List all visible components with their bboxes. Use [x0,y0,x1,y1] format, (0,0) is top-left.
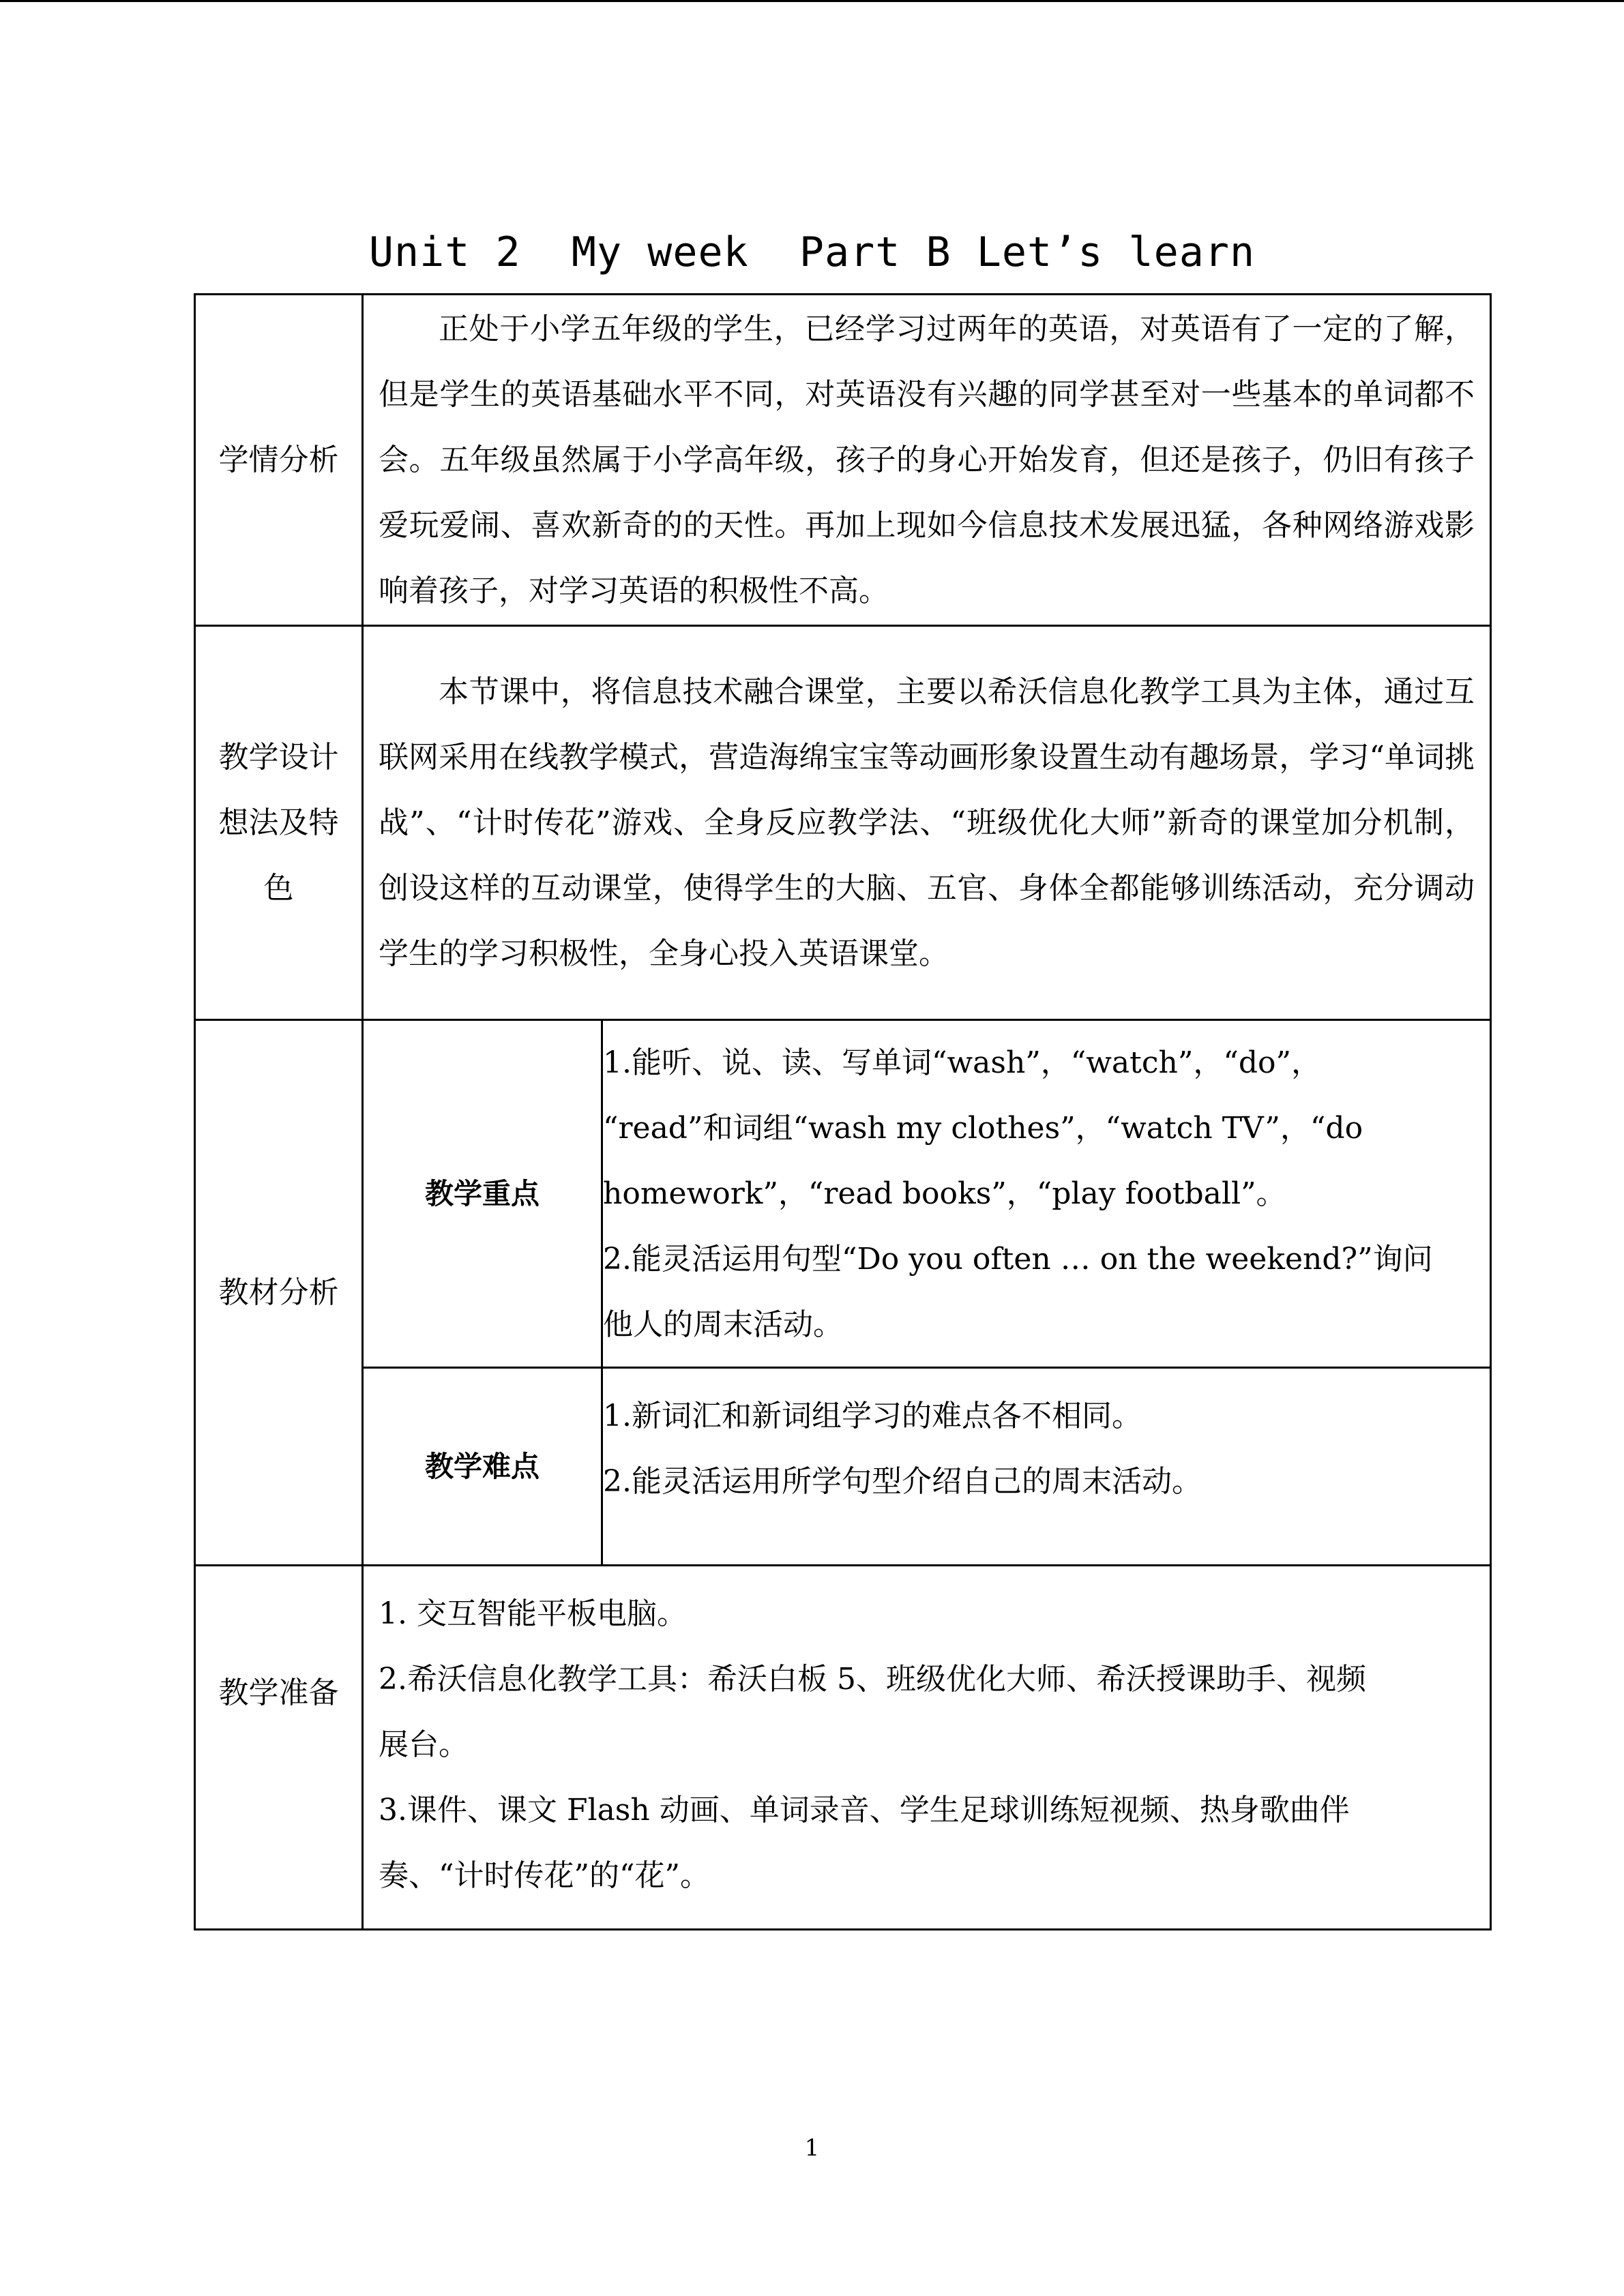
key-points-line-1: 1.能听、说、读、写单词“wash”，“watch”，“do”， [603,1045,1321,1080]
row-learner-analysis [195,295,1491,626]
label-design-idea-line2: 想法及特 [218,805,339,840]
label-material-analysis: 教材分析 [195,1020,363,1566]
label-design-idea-line1: 教学设计 [218,739,339,775]
label-preparation: 教学准备 [195,1566,363,1930]
cell-learner-analysis [363,295,1491,626]
preparation-line-3: 展台。 [379,1727,469,1762]
preparation-line-5: 奏、“计时传花”的“花”。 [379,1858,710,1893]
difficulties-line-1: 1.新词汇和新词组学习的难点各不相同。 [603,1399,1142,1433]
text-learner-analysis: 正处于小学五年级的学生，已经学习过两年的英语，对英语有了一定的了解，但是学生的英语基础水平不同，对英语没有兴趣的同学甚至对一些基本的单词都不会。五年级虽然属于小学高年级，孩子的身心开始发育，但还是孩子，仍旧有孩子爱玩爱闹、喜欢新奇的的天性。再加上现如今信息技术发展迅猛，各种网络游戏影响着孩子，对学习英语的积极性不高。 [379,311,1475,608]
key-points-line-5: 他人的周末活动。 [603,1307,843,1342]
row-design-idea [195,626,1491,1020]
label-design-idea-line3: 色 [263,870,294,906]
preparation-line-4: 3.课件、课文 Flash 动画、单词录音、学生足球训练短视频、热身歌曲伴 [379,1793,1350,1828]
label-design-idea [195,626,363,1020]
key-points-line-3: homework”，“read books”，“play football”。 [603,1176,1286,1211]
key-points-line-4: 2.能灵活运用句型“Do you often … on the weekend?”询问 [603,1241,1433,1277]
row-key-points [195,1020,1491,1368]
row-preparation [195,1566,1491,1930]
cell-difficulties [602,1368,1491,1566]
cell-preparation [363,1566,1491,1930]
text-design-idea: 本节课中，将信息技术融合课堂，主要以希沃信息化教学工具为主体，通过互联网采用在线教学模式，营造海绵宝宝等动画形象设置生动有趣场景，学习“单词挑战”、“计时传花”游戏、全身反应教学法、“班级优化大师”新奇的课堂加分机制，创设这样的互动课堂，使得学生的大脑、五官、身体全都能够训练活动，充分调动学生的学习积极性，全身心投入英语课堂。 [379,674,1475,971]
preparation-line-1: 1. 交互智能平板电脑。 [379,1596,687,1631]
cell-design-idea [363,626,1491,1020]
label-learner-analysis: 学情分析 [195,295,363,626]
row-difficulties [195,1368,1491,1566]
document-title: Unit 2 My week Part B Let’s learn [368,228,1256,276]
top-border-line [0,0,1624,2]
lesson-plan-table [194,293,1492,1930]
difficulties-line-2: 2.能灵活运用所学句型介绍自己的周末活动。 [603,1464,1202,1499]
key-points-line-2: “read”和词组“wash my clothes”，“watch TV”，“do [603,1110,1363,1146]
page-number: 1 [804,2134,820,2162]
cell-key-points [602,1020,1491,1368]
preparation-line-2: 2.希沃信息化教学工具：希沃白板 5、班级优化大师、希沃授课助手、视频 [379,1662,1366,1697]
label-difficulties: 教学难点 [363,1368,602,1566]
label-key-points: 教学重点 [363,1020,602,1368]
